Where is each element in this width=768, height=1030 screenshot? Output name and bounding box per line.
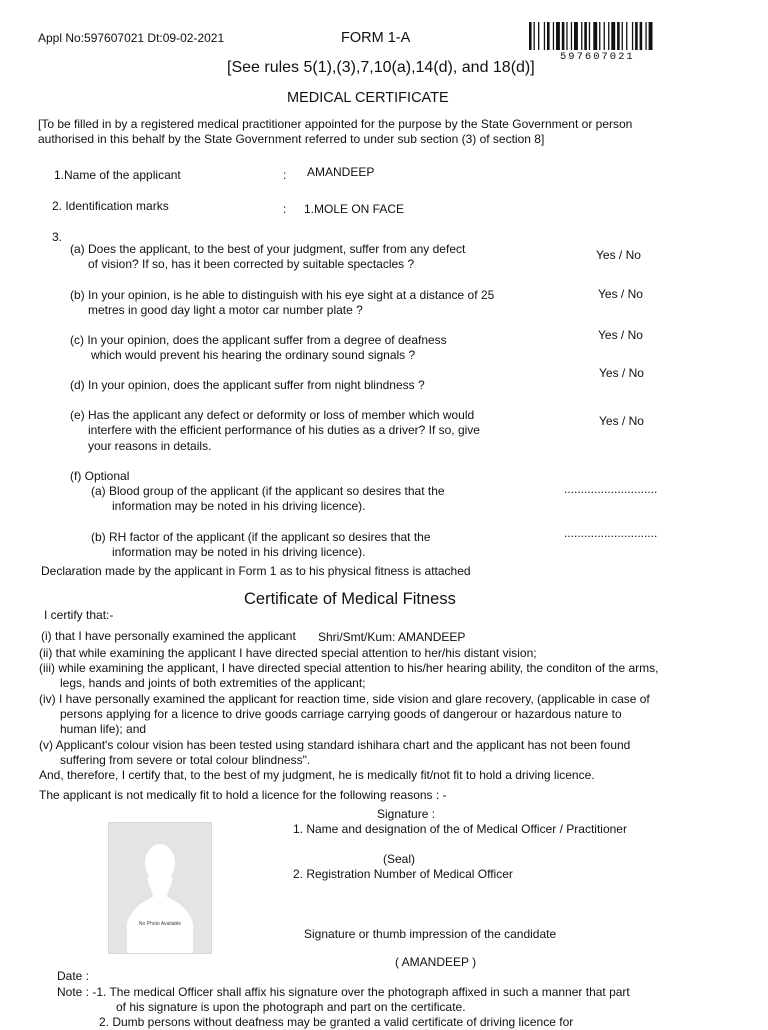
certify-line: I certify that:- bbox=[44, 608, 114, 622]
barcode-bars bbox=[529, 22, 693, 50]
question-number: 3. bbox=[52, 230, 63, 244]
barcode-bar bbox=[544, 22, 545, 50]
intro-line-1: [To be filled in by a registered medical practitioner appointed for the purpose by the State Government or person bbox=[38, 117, 633, 131]
question-f-label: (f) Optional bbox=[70, 469, 130, 483]
photo-caption: No Photo Available bbox=[138, 921, 182, 927]
question-d-line-1: (d) In your opinion, does the applicant suffer from night blindness ? bbox=[70, 378, 425, 392]
barcode-bar bbox=[562, 22, 565, 50]
colon-1: : bbox=[283, 168, 287, 182]
candidate-name: ( AMANDEEP ) bbox=[395, 955, 477, 969]
application-number: Appl No:597607021 Dt:09-02-2021 bbox=[38, 31, 225, 45]
barcode-bar bbox=[593, 22, 597, 50]
certify-item-iii-line-2: legs, hands and joints of both extremities of the applicant; bbox=[60, 676, 366, 690]
question-c-answer: Yes / No bbox=[598, 328, 643, 342]
blood-group-blank: ............................ bbox=[564, 482, 658, 496]
question-b-answer: Yes / No bbox=[598, 287, 643, 301]
barcode-number: 597607021 bbox=[560, 51, 635, 63]
barcode-bar bbox=[571, 22, 572, 50]
note-1-line-2: of his signature is upon the photograph and part on the certificate. bbox=[116, 1000, 466, 1014]
applicant-name-value: AMANDEEP bbox=[307, 165, 375, 179]
barcode-bar bbox=[599, 22, 600, 50]
barcode-bar bbox=[649, 22, 653, 50]
declaration-line: Declaration made by the applicant in Form 1 as to his physical fitness is attached bbox=[41, 564, 471, 578]
question-e-line-3: your reasons in details. bbox=[88, 439, 212, 453]
certify-item-iv-line-1: (iv) I have personally examined the applicant for reaction time, side vision and glare recovery, (applicable in case of bbox=[39, 692, 650, 706]
barcode-bar bbox=[534, 22, 535, 50]
question-a-answer: Yes / No bbox=[596, 248, 641, 262]
certify-item-iii-line-1: (iii) while examining the applicant, I have directed special attention to his/her hearing ability, the conditon of the arms, bbox=[39, 661, 659, 675]
person-silhouette-icon bbox=[109, 823, 211, 953]
question-fb-line-1: (b) RH factor of the applicant (if the applicant so desires that the bbox=[91, 530, 431, 544]
rules-reference: [See rules 5(1),(3),7,10(a),14(d), and 18(d)] bbox=[227, 59, 535, 76]
question-c-line-2: which would prevent his hearing the ordinary sound signals ? bbox=[91, 348, 416, 362]
date-label: Date : bbox=[57, 969, 90, 983]
document-title: MEDICAL CERTIFICATE bbox=[287, 90, 449, 106]
question-e-line-1: (e) Has the applicant any defect or deformity or loss of member which would bbox=[70, 408, 475, 422]
barcode-bar bbox=[611, 22, 615, 50]
therefore-line: And, therefore, I certify that, to the best of my judgment, he is medically fit/not fit to hold a driving licence. bbox=[39, 768, 595, 782]
certify-item-iv-line-3: human life); and bbox=[60, 722, 147, 736]
certificate-title: Certificate of Medical Fitness bbox=[244, 590, 456, 608]
signature-label: Signature : bbox=[377, 807, 436, 821]
officer-name-line: 1. Name and designation of the of Medical Officer / Practitioner bbox=[293, 822, 627, 836]
question-a-line-1: (a) Does the applicant, to the best of your judgment, suffer from any defect bbox=[70, 242, 466, 256]
certify-item-v-line-2: suffering from severe or total colour blindness". bbox=[60, 753, 311, 767]
question-fb-line-2: information may be noted in his driving licence). bbox=[112, 545, 366, 559]
seal-label: (Seal) bbox=[383, 852, 416, 866]
certify-item-iv-line-2: persons applying for a licence to drive goods carriage carrying goods of dangerour or hazardous nature to bbox=[60, 707, 622, 721]
barcode-bar bbox=[608, 22, 609, 50]
intro-line-2: authorised in this behalf by the State Government referred to under sub section (3) of section 8] bbox=[38, 132, 545, 146]
barcode-bar bbox=[617, 22, 620, 50]
question-d-answer: Yes / No bbox=[599, 366, 644, 380]
barcode-bar bbox=[581, 22, 582, 50]
barcode-bar bbox=[547, 22, 550, 50]
certify-item-v-line-1: (v) Applicant's colour vision has been tested using standard ishihara chart and the applicant has not been found bbox=[39, 738, 631, 752]
barcode-bar bbox=[640, 22, 643, 50]
barcode-bar bbox=[626, 22, 627, 50]
identification-marks-value: 1.MOLE ON FACE bbox=[304, 202, 405, 216]
rh-factor-blank: ............................ bbox=[564, 526, 658, 540]
identification-marks-label: 2. Identification marks bbox=[52, 199, 169, 213]
note-2-line-1: 2. Dumb persons without deafness may be granted a valid certificate of driving licence for bbox=[99, 1015, 574, 1029]
barcode bbox=[529, 22, 693, 50]
certify-item-i-value: Shri/Smt/Kum: AMANDEEP bbox=[318, 630, 466, 644]
question-fa-line-1: (a) Blood group of the applicant (if the applicant so desires that the bbox=[91, 484, 445, 498]
barcode-bar bbox=[635, 22, 638, 50]
barcode-bar bbox=[589, 22, 590, 50]
registration-number-line: 2. Registration Number of Medical Officer bbox=[293, 867, 513, 881]
barcode-bar bbox=[529, 22, 532, 50]
question-e-line-2: interfere with the efficient performance of his duties as a driver? If so, give bbox=[88, 423, 480, 437]
thumb-impression-line: Signature or thumb impression of the candidate bbox=[304, 927, 557, 941]
barcode-bar bbox=[574, 22, 578, 50]
question-b-line-1: (b) In your opinion, is he able to distinguish with his eye sight at a distance of 25 bbox=[70, 288, 495, 302]
barcode-bar bbox=[632, 22, 633, 50]
colon-2: : bbox=[283, 202, 287, 216]
barcode-bar bbox=[604, 22, 605, 50]
applicant-photo-placeholder bbox=[108, 822, 212, 954]
certify-item-ii: (ii) that while examining the applicant I have directed special attention to her/his distant vision; bbox=[39, 646, 537, 660]
barcode-bar bbox=[538, 22, 539, 50]
question-fa-line-2: information may be noted in his driving licence). bbox=[112, 499, 366, 513]
question-e-answer: Yes / No bbox=[599, 414, 644, 428]
barcode-bar bbox=[584, 22, 587, 50]
barcode-bar bbox=[553, 22, 554, 50]
barcode-bar bbox=[622, 22, 623, 50]
note-1-line-1: Note : -1. The medical Officer shall affix his signature over the photograph affixed in such a manner that part bbox=[57, 985, 630, 999]
barcode-bar bbox=[556, 22, 560, 50]
applicant-name-label: 1.Name of the applicant bbox=[54, 168, 181, 182]
barcode-bar bbox=[566, 22, 567, 50]
reasons-line: The applicant is not medically fit to hold a licence for the following reasons : - bbox=[39, 788, 447, 802]
question-c-line-1: (c) In your opinion, does the applicant suffer from a degree of deafness bbox=[70, 333, 447, 347]
certify-item-i: (i) that I have personally examined the applicant bbox=[41, 629, 296, 643]
question-a-line-2: of vision? If so, has it been corrected by suitable spectacles ? bbox=[88, 257, 415, 271]
form-title: FORM 1-A bbox=[341, 30, 411, 46]
question-b-line-2: metres in good day light a motor car number plate ? bbox=[88, 303, 363, 317]
barcode-bar bbox=[645, 22, 646, 50]
